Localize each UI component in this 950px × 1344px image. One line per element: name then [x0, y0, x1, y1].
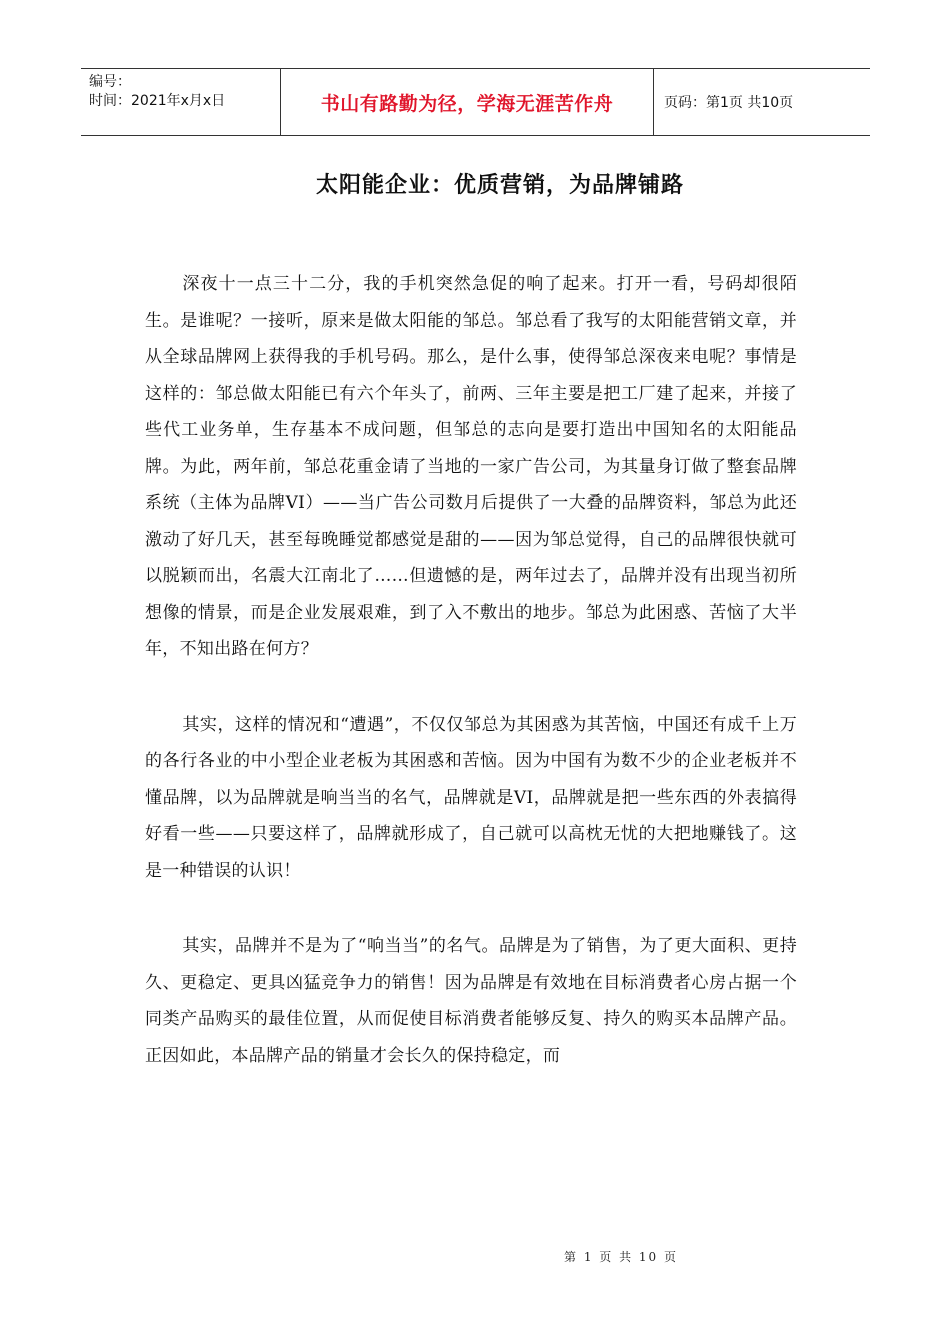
header-page-cell — [654, 69, 870, 135]
document-title: 太阳能企业：优质营销，为品牌铺路 — [315, 173, 684, 198]
document-body — [145, 266, 797, 1113]
header-page-info: 页码：第1页 共10页 — [664, 95, 794, 111]
header-motto: 书山有路勤为径，学海无涯苦作舟 — [320, 92, 614, 115]
body-paragraph-2: 其实，这样的情况和“遭遇”，不仅仅邹总为其困惑为其苦恼，中国还有成千上万的各行各业的中小型企业老板为其困惑和苦恼。因为中国有为数不少的企业老板并不懂品牌，以为品牌就是响当当的名气，品牌就是VI，品牌就是把一些东西的外表搞得好看一些——只要这样了，品牌就形成了，自己就可以高枕无忧的大把地赚钱了。这是一种错误的认识！ — [145, 714, 797, 881]
header-motto-cell — [281, 69, 654, 135]
header-table — [81, 68, 870, 136]
document-time-label: 时间：2021年x月x日 — [89, 93, 226, 109]
document-number-label: 编号： — [89, 74, 131, 90]
page-footer: 第 1 页 共 10 页 — [564, 1250, 678, 1264]
body-paragraph-3: 其实，品牌并不是为了“响当当”的名气。品牌是为了销售，为了更大面积、更持久、更稳定、更具凶猛竞争力的销售！因为品牌是有效地在目标消费者心房占据一个同类产品购买的最佳位置，从而促使目标消费者能够反复、持久的购买本品牌产品。正因如此，本品牌产品的销量才会长久的保持稳定，而 — [145, 936, 797, 1066]
header-meta-cell — [81, 69, 281, 135]
body-paragraph-1: 深夜十一点三十二分，我的手机突然急促的响了起来。打开一看，号码却很陌生。是谁呢？一接听，原来是做太阳能的邹总。邹总看了我写的太阳能营销文章，并从全球品牌网上获得我的手机号码。那么，是什么事，使得邹总深夜来电呢？事情是这样的：邹总做太阳能已有六个年头了，前两、三年主要是把工厂建了起来，并接了些代工业务单，生存基本不成问题，但邹总的志向是要打造出中国知名的太阳能品牌。为此，两年前，邹总花重金请了当地的一家广告公司，为其量身订做了整套品牌系统（主体为品牌VI）——当广告公司数月后提供了一大叠的品牌资料，邹总为此还激动了好几天，甚至每晚睡觉都感觉是甜的——因为邹总觉得，自己的品牌很快就可以脱颖而出，名震大江南北了……但遗憾的是，两年过去了，品牌并没有出现当初所想像的情景，而是企业发展艰难，到了入不敷出的地步。邹总为此困惑、苦恼了大半年，不知出路在何方？ — [145, 274, 797, 659]
